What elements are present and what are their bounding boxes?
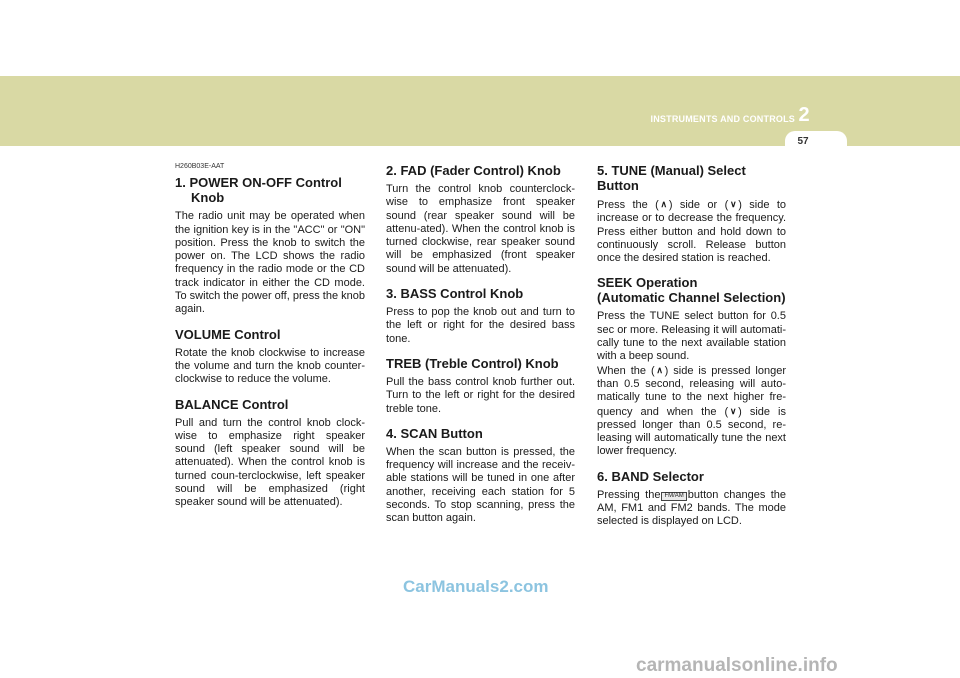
bass-heading: 3. BASS Control Knob (386, 286, 524, 302)
treble-heading: TREB (Treble Control) Knob (386, 355, 559, 371)
tune-text-a: Press the ( (597, 199, 659, 211)
power-heading-line1: 1. POWER ON-OFF Control (175, 175, 342, 191)
power-paragraph: The radio unit may be operated when the ignition key is in the "ACC" or "ON" position. Press the knob to switch the power on. The LCD shows the radio frequency in the radio mode or the CD track indicator in either the CD mode. To switch the power off, press the knob again. (175, 210, 365, 316)
fad-heading: 2. FAD (Fader Control) Knob (386, 163, 561, 178)
fm-am-button-icon: FM/AM (661, 492, 686, 501)
scan-paragraph: When the scan button is pressed, the frequency will increase and the receiv-able stations will be tuned in one after another, receiving each station for 5 seconds. To stop scanning, press the scan button again. (386, 445, 575, 525)
seek-paragraph-1: Press the TUNE select button for 0.5 sec or more. Releasing it will automati-cally tune to the next available station with a beep sound. (597, 310, 786, 363)
column-1 (175, 160, 365, 510)
tune-paragraph (597, 198, 786, 265)
seek-text-a: When the ( (597, 364, 655, 377)
fad-paragraph: Turn the control knob counterclock-wise to emphasize front speaker sound (rear speaker sound will be attenu-ated). When the control knob is turned clockwise, rear speaker sound will be emphasized (front speaker sound will be attenuated). (386, 183, 575, 275)
volume-paragraph: Rotate the knob clockwise to increase the volume and turn the knob counter-clockwise to reduce the volume. (175, 346, 365, 386)
column-2 (386, 163, 575, 526)
scan-heading: 4. SCAN Button (386, 425, 483, 441)
chevron-up-icon: ∧ (660, 199, 668, 209)
treble-paragraph: Pull the bass control knob further out. Turn to the left or right for the desired treble tone. (386, 375, 575, 415)
chevron-down-icon: ∨ (729, 405, 737, 416)
seek-heading-line2: (Automatic Channel Selection) (597, 290, 786, 306)
chapter-number: 2 (798, 104, 810, 126)
watermark-carmanualsonline: carmanualsonline.info (636, 655, 838, 676)
page-number: 57 (797, 136, 809, 147)
tune-text-b: ) side or ( (668, 199, 729, 211)
volume-heading: VOLUME Control (175, 326, 281, 342)
tune-text-c: ) side to increase or to decrease the frequency. Press either button and hold down to continuously scroll. Release button once the desired station is reached. (597, 199, 786, 265)
section-title: INSTRUMENTS AND CONTROLS (650, 114, 795, 124)
chevron-down-icon: ∨ (729, 199, 737, 209)
section-code: H260B03E-AAT (175, 163, 225, 170)
band-text-b: button changes the AM, FM1 and FM2 bands. The mode selected is displayed on LCD. (597, 488, 786, 528)
bass-paragraph: Press to pop the knob out and turn to the left or right for the desired bass tone. (386, 306, 575, 345)
band-heading: 6. BAND Selector (597, 468, 704, 484)
balance-paragraph: Pull and turn the control knob clock-wise to emphasize right speaker sound (left speaker sound will be attenuated). When the control knob is turned coun-terclockwise, left speaker sound will be emphasized (right speaker sound will be attenuated). (175, 416, 365, 509)
seek-heading-line1: SEEK Operation (597, 275, 698, 291)
column-3 (597, 163, 786, 529)
chevron-up-icon: ∧ (656, 364, 663, 375)
seek-text-b: ) side is pressed longer than 0.5 second, releasing will auto-matically tune to the next higher fre-quency and when the ( (597, 364, 786, 418)
balance-heading: BALANCE Control (175, 396, 289, 412)
power-heading-line2: Knob (191, 190, 225, 206)
band-paragraph (597, 489, 786, 529)
band-text-a: Pressing the (597, 488, 661, 501)
seek-paragraph-2 (597, 364, 786, 459)
seek-heading (597, 275, 786, 305)
watermark-carmanuals2: CarManuals2.com (403, 577, 549, 596)
power-heading (175, 175, 365, 205)
seek-text-c: ) side is pressed longer than 0.5 second, re-leasing will automatically tune the next lower frequency. (597, 405, 786, 458)
tune-heading: 5. TUNE (Manual) Select Button (597, 163, 746, 193)
